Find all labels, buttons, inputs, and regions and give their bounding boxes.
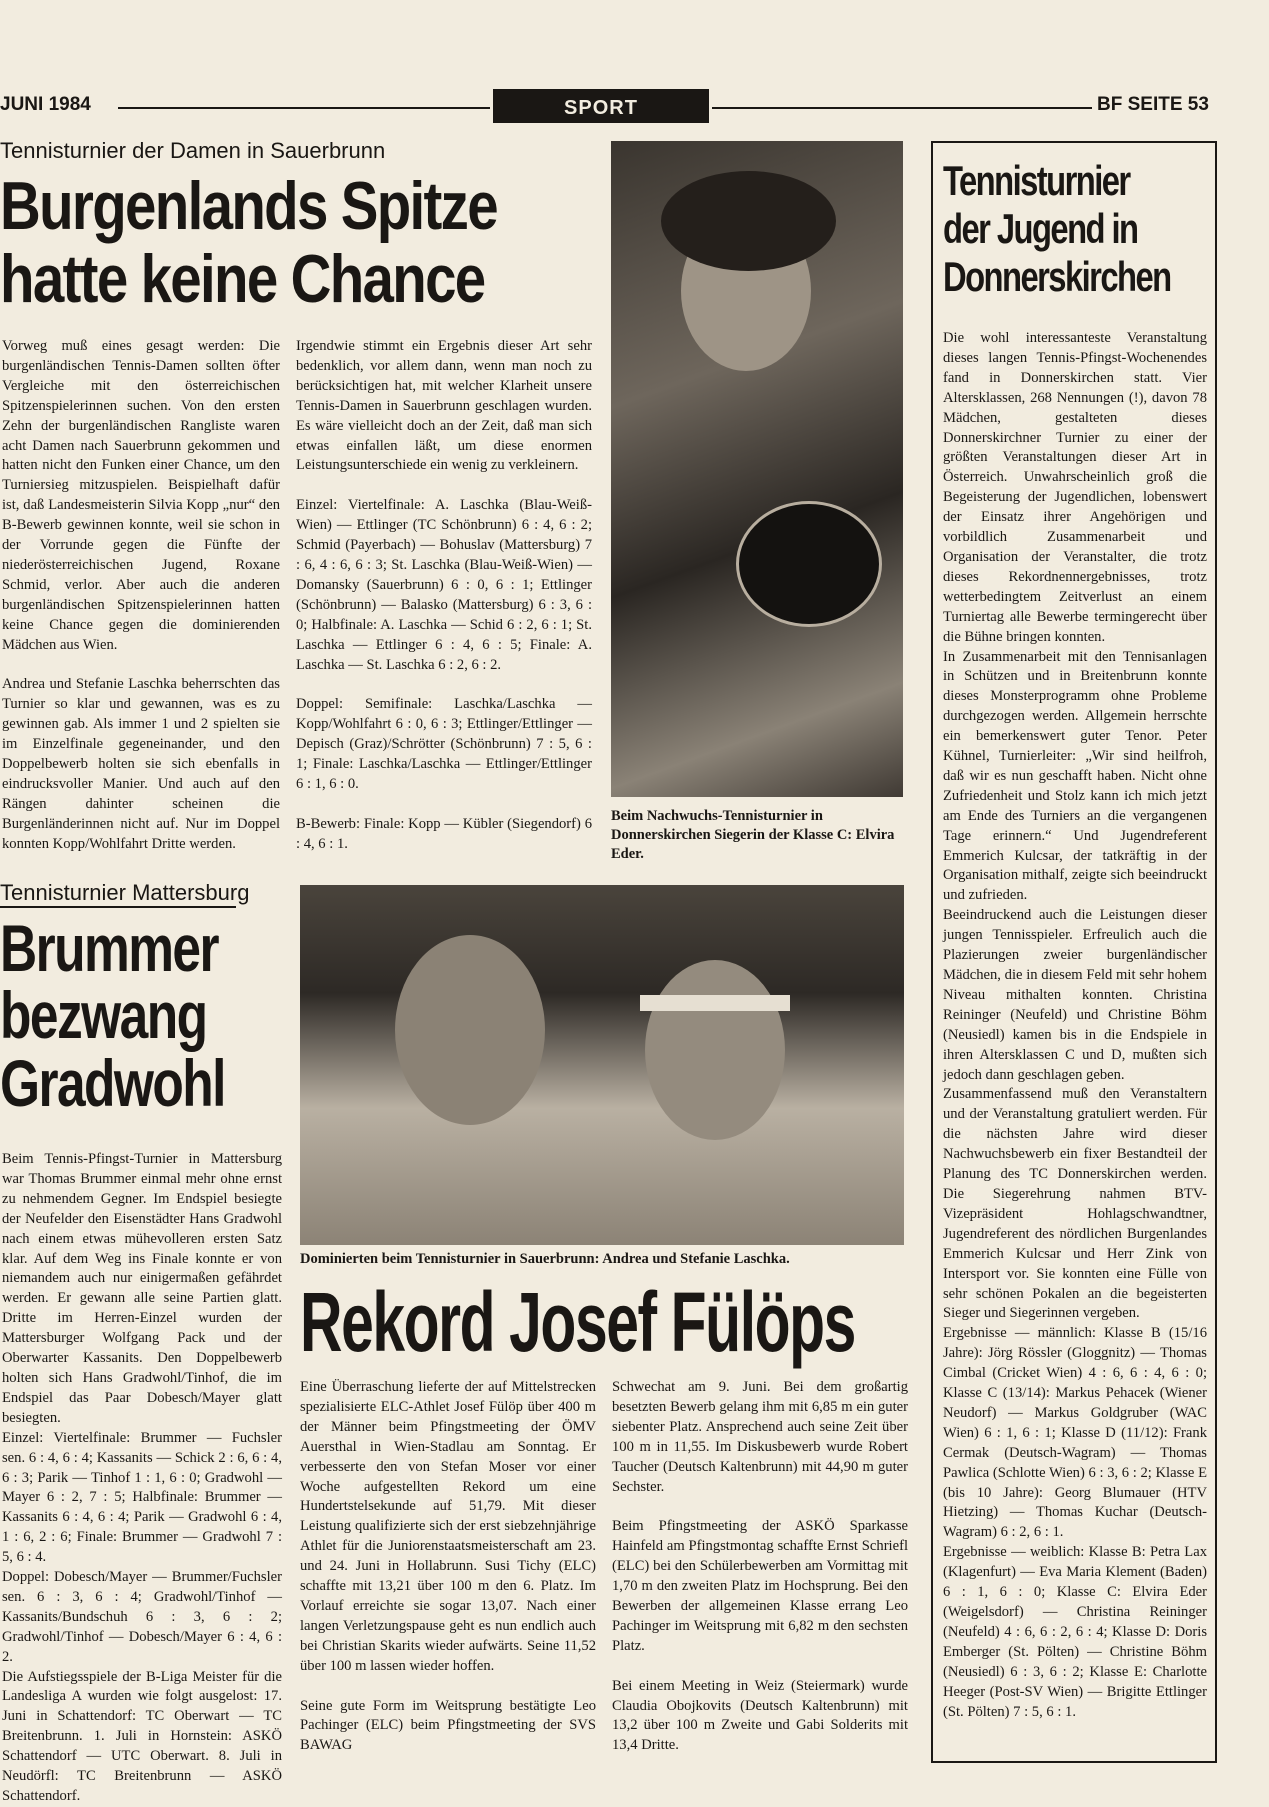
headline-mattersburg-line3: Gradwohl [0,1045,225,1120]
sidebar-headline-line1: Tennisturnier [943,157,1130,204]
sidebar-headline [943,157,1213,317]
photo-laschka-sisters [300,885,904,1245]
sidebar-box [931,141,1217,1763]
headline-mattersburg [0,911,290,1143]
headline-sauerbrunn [0,168,600,332]
photo-headband [640,995,790,1011]
sidebar-body: Die wohl interessanteste Veranstaltung dieses langen Tennis-Pfingst-Wochenendes fand in Donnerskirchen statt. Vier Altersklassen, 268 Nennungen (!), davon 78 Mädchen, gestalteten dieses Donnerskirchner Turnier zu einer der größten Veranstaltungen dieser Art in Österreich. Unwahrscheinlich groß die Begeisterung der Jugendlichen, lobenswert der Einsatz ihrer Angehörigen und vorbildlich Zusammenarbeit und Organisation der Veranstalter, die trotz dieses Rekordnennergebnisses, trotz wetterbedingtem Zeitverlust an einem Turniertag alle Bewerbe termingerecht über die Bühne bringen konnten. In Zusammenarbeit mit den Tennisanlagen in Schützen und in Breitenbrunn konnte dieses Monsterprogramm ohne Probleme durchgezogen werden. Allgemein herrschte ein bemerkenswert guter Tenor. Peter Kühnel, Turnierleiter: „Wir sind heilfroh, daß wir es nun geschafft haben. Nicht ohne Zufriedenheit und Stolz kann ich mich jetzt am Ende des Turniers an die vergangenen Tage erinnern.“ Und Jugendreferent Emmerich Kulcsar, der tatkräftig in der Organisation mithalf, zeigte sich beeindruckt und zufrieden. Beeindruckend auch die Leistungen dieser jungen Tennisspieler. Erfreulich auch die Plazierungen zweier burgenländischer Mädchen, die in diesem Feld mit sehr hohem Niveau mithalten konnten. Christina Reininger (Neufeld) und Christine Böhm (Neusiedl) kamen bis in die Endspiele in ihren Altersklassen C und D, mußten sich jedoch dann geschlagen geben. Zusammenfassend muß den Veranstaltern und der Veranstaltung gratuliert werden. Für die nächsten Jahre wird dieser Nachwuchsbewerb ein fixer Bestandteil der Planung des TC Donnerskirchen werden. Die Siegerehrung nahmen BTV-Vizepräsident Hohlagschwandtner, Jugendreferent des nördlichen Burgenlandes Emmerich Kulcsar und Herr Zink von Intersport vor. Sie konnten eine Fülle von sehr schönen Pokalen an die begeisterten Sieger und Siegerinnen vergeben. Ergebnisse — männlich: Klasse B (15/16 Jahre): Jörg Rössler (Gloggnitz) — Thomas Cimbal (Cricket Wien) 4 : 6, 6 : 4, 6 : 0; Klasse C (13/14): Markus Pehacek (Wiener Neudorf) — Markus Goldgruber (WAC Wien) 6 : 1, 6 : 1; Klasse D (11/12): Frank Cermak (Deutsch-Wagram) — Thomas Pawlica (Schlotte Wien) 6 : 3, 6 : 2; Klasse E (bis 10 Jahre): Georg Blumauer (HTV Hietzing) — Thomas Kuchar (Deutsch-Wagram) 6 : 2, 6 : 1. Ergebnisse — weiblich: Klasse B: Petra Lax (Klagenfurt) — Eva Maria Klement (Baden) 6 : 1, 6 : 0; Klasse C: Elvira Eder (Weigelsdorf) — Christina Reininger (Neufeld) 4 : 6, 6 : 2, 6 : 4; Klasse D: Doris Emberger (St. Pölten) — Christine Böhm (Neusiedl) 6 : 3, 6 : 2; Klasse E: Charlotte Heeger (Post-SV Wien) — Brigitte Ettlinger (St. Pölten) 7 : 5, 6 : 1. [943,330,1207,1720]
issue-date: JUNI 1984 [0,94,91,115]
photo-right-player [645,960,785,1140]
kicker-mattersburg: Tennisturnier Mattersburg [0,880,236,908]
photo-trophy-winner [611,141,903,797]
headline-mattersburg-line2: bezwang [0,978,207,1053]
caption-trophy-winner: Beim Nachwuchs-Tennisturnier in Donnerskirchen Siegerin der Klasse C: Elvira Eder. [611,808,895,862]
mattersburg-body: Beim Tennis-Pfingst-Turnier in Mattersburg war Thomas Brummer einmal mehr ohne ernst zu nehmendem Gegner. Im Endspiel besiegte der Neufelder den Eisenstädter Hans Gradwohl nach einem etwas mühevolleren ersten Satz klar. Auf dem Weg ins Finale konnte er von niemandem auch nur einigermaßen gefährdet werden. Er gewann alle seine Partien glatt. Dritte im Herren-Einzel wurden der Mattersburger Wolfgang Pack und der Oberwarter Kassanits. Den Doppelbewerb holten sich Hans Gradwohl/Tinhof, die im Endspiel das Paar Dobesch/Mayer glatt besiegten. Einzel: Viertelfinale: Brummer — Fuchsler sen. 6 : 4, 6 : 4; Kassanits — Schick 2 : 6, 6 : 4, 6 : 3; Parik — Tinhof 1 : 1, 6 : 0; Gradwohl — Mayer 6 : 2, 7 : 5; Halbfinale: Brummer — Kassanits 6 : 4, 6 : 4; Parik — Gradwohl 6 : 4, 1 : 6, 2 : 6; Finale: Brummer — Gradwohl 7 : 5, 6 : 4. Doppel: Dobesch/Mayer — Brummer/Fuchsler sen. 6 : 3, 6 : 4; Gradwohl/Tinhof — Kassanits/Bundschuh 6 : 3, 6 : 2; Gradwohl/Tinhof — Dobesch/Mayer 6 : 4, 6 : 2. Die Aufstiegsspiele der B-Liga Meister für die Landesliga A wurden wie folgt ausgelost: 17. Juni in Schattendorf: TC Oberwart — TC Breitenbrunn. 1. Juli in Hornstein: ASKÖ Schattendorf — UTC Oberwart. 8. Juli in Neudörfl: TC Breitenbrunn — ASKÖ Schattendorf. [2,1151,282,1804]
photo-trophy-cup [736,501,882,627]
photo-hair [661,171,836,271]
sidebar-headline-line2: der Jugend in [943,205,1138,252]
rekord-column-2: Schwechat am 9. Juni. Bei dem großartig besetzten Bewerb gelang ihm mit 6,85 m ein guter siebenter Platz. Ansprechend auch seine Zeit über 100 m in 11,55. Im Diskusbewerb wurde Robert Taucher (Deutsch Kaltenbrunn) mit 44,90 m guter Sechster. Beim Pfingstmeeting der ASKÖ Sparkasse Hainfeld am Pfingstmontag schaffte Ernst Schriefl (ELC) bei den Schülerbewerben am Vormittag mit 1,70 m den zweiten Platz im Hochsprung. Bei den Bewerben der allgemeinen Klasse errang Leo Pachinger im Weitsprung mit 6,82 m den sechsten Platz. Bei einem Meeting in Weiz (Steiermark) wurde Claudia Obojkovits (Deutsch Kaltenbrunn) mit 13,2 über 100 m Zweite und Gabi Solderits mit 13,4 Dritte. [612,1379,908,1754]
sauerbrunn-column-1: Vorweg muß eines gesagt werden: Die burgenländischen Tennis-Damen sollten öfter Vergleiche mit den österreichischen Spitzenspielerinnen suchen. Von den ersten Zehn der burgenländischen Rangliste waren acht Damen nach Sauerbrunn gekommen und hatten nicht den Funken einer Chance, um den Turniersieg mitzuspielen. Beispielhaft dafür ist, daß Landesmeisterin Silvia Kopp „nur“ den B-Bewerb gewinnen konnte, weil sie schon in der Vorrunde gegen die Fünfte der niederösterreichischen Jugend, Roxane Schmid, verlor. Aber auch die anderen burgenländischen Spitzenspielerinnen hatten keine Chance gegen die dominierenden Mädchen aus Wien. Andrea und Stefanie Laschka beherrschten das Turnier so klar und gewannen, was es zu gewinnen gab. Als immer 1 und 2 spielten sie im Einzelfinale gegeneinander, und den Doppelbewerb holten sie sich ebenfalls in eindrucksvoller Manier. Und auch auf den Rängen dahinter scheinen die Burgenländerinnen nicht auf. Nur im Doppel konnten Kopp/Wohlfahrt Dritte werden. [2,338,280,852]
headline-rekord: Rekord Josef Fülöps [300,1275,855,1369]
caption-laschka-sisters: Dominierten beim Tennisturnier in Sauerbrunn: Andrea und Stefanie Laschka. [300,1251,790,1267]
sidebar-headline-line3: Donnerskirchen [943,253,1171,300]
kicker-sauerbrunn: Tennisturnier der Damen in Sauerbrunn [0,138,386,163]
header-rule-right [712,107,1092,109]
page-number: BF SEITE 53 [1097,94,1209,115]
headline-mattersburg-line1: Brummer [0,911,218,985]
sauerbrunn-column-2: Irgendwie stimmt ein Ergebnis dieser Art sehr bedenklich, vor allem dann, wenn man noch zu berücksichtigen hat, mit welcher Klarheit unsere Tennis-Damen in Sauerbrunn geschlagen wurden. Es wäre vielleicht doch an der Zeit, daß man sich etwas einfallen läßt, um diese enormen Leistungsunterschiede ein wenig zu verkleinern. Einzel: Viertelfinale: A. Laschka (Blau-Weiß-Wien) — Ettlinger (TC Schönbrunn) 6 : 4, 6 : 2; Schmid (Payerbach) — Bohuslav (Mattersburg) 7 : 6, 4 : 6, 6 : 3; St. Laschka (Blau-Weiß-Wien) — Domansky (Sauerbrunn) 6 : 0, 6 : 1; Ettlinger (Schönbrunn) — Balasko (Mattersburg) 6 : 3, 6 : 0; Halbfinale: A. Laschka — Schid 6 : 2, 6 : 1; St. Laschka — Ettlinger 6 : 4, 6 : 5; Finale: A. Laschka — St. Laschka 6 : 2, 6 : 2. Doppel: Semifinale: Laschka/Laschka — Kopp/Wohlfahrt 6 : 0, 6 : 3; Ettlinger/Ettlinger — Depisch (Graz)/Schrötter (Schönbrunn) 7 : 5, 6 : 1; Finale: Laschka/Laschka — Ettlinger/Ettlinger 6 : 1, 6 : 0. B-Bewerb: Finale: Kopp — Kübler (Siegendorf) 6 : 4, 6 : 1. [296,338,592,852]
rekord-column-1: Eine Überraschung lieferte der auf Mittelstrecken spezialisierte ELC-Athlet Josef Fülöp über 400 m der Männer beim Pfingstmeeting der ÖMV Auersthal in Wien-Stadlau am Sonntag. Er verbesserte den von Stefan Moser vor einer Woche aufgestellten Rekord um eine Hundertstelsekunde auf 51,79. Mit dieser Leistung qualifizierte sich der erst siebzehnjährige Athlet für die Juniorenstaatsmeisterschaft am 23. und 24. Juni in Hollabrunn. Susi Tichy (ELC) schaffte mit 13,21 über 100 m den 6. Platz. Im Vorlauf erreichte sie sogar 13,07. Nach einer langen Verletzungspause geht es nun endlich auch bei Christian Skarits wieder aufwärts. Seine 11,52 über 100 m lassen wieder hoffen. Seine gute Form im Weitsprung bestätigte Leo Pachinger (ELC) beim Pfingstmeeting der SVS BAWAG [300,1379,596,1754]
header-rule-left [118,107,490,109]
photo-left-player [395,935,545,1125]
headline-sauerbrunn-line2: hatte keine Chance [0,241,485,318]
headline-sauerbrunn-line1: Burgenlands Spitze [0,168,497,244]
section-label: SPORT [493,89,709,123]
